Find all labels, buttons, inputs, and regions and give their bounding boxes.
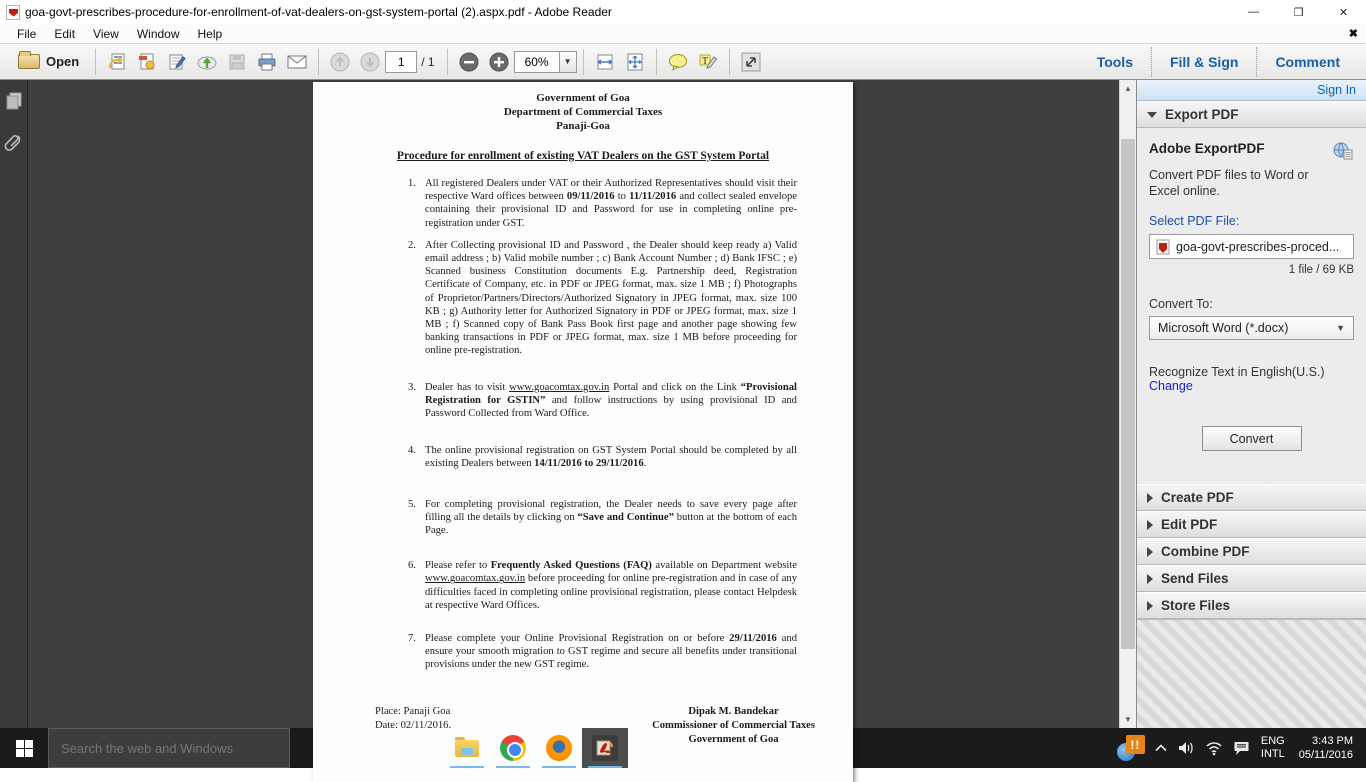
recognize-text-label: Recognize Text in English(U.S.) <box>1149 365 1325 379</box>
restore-button[interactable]: ❐ <box>1293 6 1304 19</box>
text-segment: 09/11/2016 <box>566 191 615 203</box>
tray-date: 05/11/2016 <box>1298 749 1353 761</box>
footer-date: Date: 02/11/2016. <box>375 719 452 731</box>
tray-time: 3:43 PM <box>1312 735 1353 747</box>
file-explorer-icon <box>455 740 479 757</box>
document-viewport[interactable] <box>28 80 1119 745</box>
open-folder-icon <box>18 54 40 69</box>
email-button[interactable] <box>283 48 311 76</box>
clock[interactable] <box>1291 734 1361 762</box>
attachments-icon[interactable] <box>5 132 23 154</box>
share-file-button[interactable] <box>103 48 131 76</box>
export-pdf-label: Export PDF <box>1165 107 1239 122</box>
signatory-line: Commissioner of Commercial Taxes <box>652 719 815 731</box>
volume-button[interactable] <box>1172 728 1200 768</box>
text-segment: 29/11/2016 <box>729 633 777 645</box>
highlight-icon <box>697 52 719 72</box>
reading-mode-button[interactable] <box>737 48 765 76</box>
firefox-button[interactable] <box>536 728 582 768</box>
toolbar-separator <box>95 49 96 75</box>
change-link[interactable]: Change <box>1149 379 1193 393</box>
tray-expand-button[interactable] <box>1150 728 1172 768</box>
scrollbar-thumb[interactable] <box>1121 139 1135 649</box>
fit-width-icon <box>595 52 615 72</box>
close-button[interactable]: ✕ <box>1338 6 1349 19</box>
file-explorer-button[interactable] <box>444 728 490 768</box>
item-number: 7. <box>408 633 416 645</box>
reading-mode-icon <box>740 51 762 73</box>
toolbar-separator <box>583 49 584 75</box>
panel-section-label: Edit PDF <box>1161 517 1218 532</box>
chevron-down-icon <box>1147 112 1157 118</box>
toolbar-tab-fill-sign[interactable]: Fill & Sign <box>1169 53 1239 70</box>
item-text <box>425 239 797 358</box>
tools-panel <box>1136 80 1366 728</box>
speaker-icon <box>1177 740 1195 756</box>
comment-bubble-icon <box>667 52 689 72</box>
toolbar-separator <box>447 49 448 75</box>
select-pdf-label: Select PDF File: <box>1149 214 1240 228</box>
panel-section-label: Create PDF <box>1161 490 1234 505</box>
next-page-icon <box>359 51 381 73</box>
text-segment: Please complete your Online Provisional Registration on or before <box>425 633 730 645</box>
task-view-icon <box>408 737 434 759</box>
comment-button[interactable] <box>664 48 692 76</box>
toolbar-separator <box>729 49 730 75</box>
action-center-alert[interactable] <box>1112 728 1150 768</box>
document-link[interactable]: www.goacomtax.gov.in <box>509 381 610 393</box>
chevron-right-icon <box>1147 601 1153 611</box>
chrome-icon <box>500 735 526 761</box>
text-segment: For completing provisional registration, the Dealer needs to save every page after filling all the details by clicking on <box>425 498 797 523</box>
pdf-file-icon <box>6 5 20 20</box>
zoom-out-button[interactable] <box>455 48 483 76</box>
export-description: Convert PDF files to Word or Excel online. <box>1149 168 1309 198</box>
network-button[interactable] <box>1200 728 1228 768</box>
item-number: 5. <box>408 498 416 510</box>
chevron-down-icon: ▼ <box>1336 323 1345 333</box>
scroll-down-arrow[interactable]: ▼ <box>1124 715 1132 724</box>
fit-page-icon <box>625 52 645 72</box>
menu-item-edit[interactable]: Edit <box>54 26 76 41</box>
start-button[interactable] <box>0 728 48 768</box>
sign-document-icon <box>167 52 187 72</box>
adobe-reader-icon <box>592 735 618 761</box>
text-segment: button at the bottom of each Page. <box>425 511 797 537</box>
text-segment: 11/11/2016 <box>629 191 677 203</box>
zoom-in-icon <box>488 51 510 73</box>
running-indicator <box>496 766 530 768</box>
text-segment: and follow instructions by using provisional ID and Password Collected from Ward Office. <box>425 394 797 420</box>
toolbar-separator <box>318 49 319 75</box>
chevron-right-icon <box>1147 547 1153 557</box>
menu-item-help[interactable]: Help <box>197 26 223 41</box>
panel-section-create-pdf[interactable] <box>1137 484 1366 511</box>
text-segment: The online provisional registration on GST System Portal should be completed by all existing Dealers between <box>425 445 797 470</box>
menu-item-view[interactable]: View <box>93 26 119 41</box>
convert-button[interactable]: Convert <box>1202 426 1302 451</box>
zoom-level-value[interactable]: 60% <box>514 51 560 73</box>
wifi-icon <box>1205 741 1223 756</box>
navigation-rail <box>0 80 28 728</box>
document-title: Procedure for enrollment of existing VAT Dealers on the GST System Portal <box>396 150 770 162</box>
panel-section-label: Send Files <box>1161 571 1229 586</box>
fit-width-button[interactable] <box>591 48 619 76</box>
menu-bar <box>0 24 1366 43</box>
item-text <box>425 498 797 538</box>
text-segment: and ensure your smooth migration to GST regime and secure all benefits under transitional provisions under the new GST regime. <box>425 633 797 671</box>
toolbar-tab-tools[interactable]: Tools <box>1096 53 1133 70</box>
message-icon <box>1233 740 1250 756</box>
selected-file-name: goa-govt-prescribes-proced... <box>1176 239 1340 254</box>
toolbar-tab-comment[interactable]: Comment <box>1275 53 1340 70</box>
close-document-icon[interactable]: ✖ <box>1348 28 1358 40</box>
running-indicator <box>450 766 484 768</box>
notifications-button[interactable] <box>1228 728 1255 768</box>
text-segment: “Provisional Registration for GSTIN” <box>425 381 797 406</box>
title-bar <box>0 0 1366 24</box>
next-page-button[interactable] <box>356 48 384 76</box>
pdf-file-icon <box>1156 239 1170 255</box>
document-list-item <box>408 239 797 358</box>
document-list-item <box>408 559 797 612</box>
menu-item-file[interactable]: File <box>17 26 37 41</box>
sign-in-bar <box>1137 80 1366 101</box>
previous-page-icon <box>329 51 351 73</box>
alert-badge-icon: !! <box>1117 735 1145 761</box>
chrome-button[interactable] <box>490 728 536 768</box>
export-pdf-header[interactable] <box>1137 101 1366 128</box>
create-pdf-button[interactable] <box>133 48 161 76</box>
document-list-item <box>408 444 797 470</box>
windows-logo-icon <box>16 740 33 757</box>
text-segment: Frequently Asked Questions (FAQ) <box>490 560 652 572</box>
item-number: 3. <box>408 381 416 393</box>
export-app-name: Adobe ExportPDF <box>1149 141 1265 156</box>
pdf-page <box>313 82 853 782</box>
upload-cloud-button[interactable] <box>193 48 221 76</box>
item-text <box>425 381 797 421</box>
signatory-line: Dipak M. Bandekar <box>688 705 779 717</box>
export-pdf-body <box>1137 128 1366 451</box>
fit-page-button[interactable] <box>621 48 649 76</box>
save-icon <box>227 52 247 72</box>
text-segment: Please refer to <box>425 560 491 572</box>
item-number: 6. <box>408 560 416 572</box>
selected-file-box[interactable] <box>1149 234 1354 259</box>
document-link[interactable]: www.goacomtax.gov.in <box>425 573 526 585</box>
upload-cloud-icon <box>196 52 218 72</box>
text-segment: Portal and click on the Link <box>609 381 741 393</box>
item-text <box>425 632 797 672</box>
text-segment: and collect sealed envelope containing their provisional ID and Password for use in completing online pre-registration under GST. <box>425 191 797 229</box>
text-segment: Dealer has to visit <box>425 381 510 393</box>
previous-page-button[interactable] <box>326 48 354 76</box>
scroll-up-arrow[interactable]: ▲ <box>1124 84 1132 93</box>
toolbar-separator <box>656 49 657 75</box>
sign-document-button[interactable] <box>163 48 191 76</box>
text-segment: All registered Dealers under VAT or their Authorized Representatives should visit their respective Ward offices between <box>425 178 797 203</box>
language-indicator[interactable]: ENG INTL <box>1260 735 1285 760</box>
signatory-line: Government of Goa <box>688 733 779 745</box>
chevron-right-icon <box>1147 493 1153 503</box>
chevron-up-icon <box>1155 744 1167 752</box>
toolbar <box>0 43 1366 80</box>
convert-to-label: Convert To: <box>1149 297 1213 311</box>
firefox-icon <box>546 735 572 761</box>
search-input[interactable] <box>61 741 271 756</box>
open-label: Open <box>46 54 80 69</box>
document-list-item <box>408 498 797 538</box>
text-segment: . <box>643 458 647 470</box>
vertical-scrollbar[interactable] <box>1119 80 1136 728</box>
item-text <box>425 177 797 230</box>
minimize-button[interactable]: — <box>1248 6 1259 18</box>
item-text <box>425 559 797 612</box>
print-button[interactable] <box>253 48 281 76</box>
chevron-right-icon <box>1147 574 1153 584</box>
panel-section-edit-pdf[interactable] <box>1137 511 1366 538</box>
convert-format-value: Microsoft Word (*.docx) <box>1158 321 1289 335</box>
running-indicator <box>588 766 622 768</box>
running-indicator <box>542 766 576 768</box>
item-number: 2. <box>408 239 416 251</box>
adobe-reader-button[interactable] <box>582 728 628 768</box>
document-header-line: Panaji-Goa <box>556 120 610 132</box>
page-number-input[interactable] <box>386 52 416 72</box>
document-list-item <box>408 381 797 421</box>
item-number: 4. <box>408 445 416 457</box>
zoom-out-icon <box>458 51 480 73</box>
create-pdf-icon <box>137 52 157 72</box>
save-button[interactable] <box>223 48 251 76</box>
document-header-line: Government of Goa <box>536 92 630 104</box>
text-segment: “Save and Continue” <box>577 511 674 523</box>
panel-section-label: Store Files <box>1161 598 1231 613</box>
print-icon <box>256 52 278 72</box>
export-globe-icon <box>1332 141 1354 161</box>
open-button[interactable] <box>9 48 88 76</box>
text-segment: available on Department website <box>651 560 797 572</box>
scrollbar-track[interactable] <box>1120 97 1136 711</box>
footer-place: Place: Panaji Goa <box>375 705 451 717</box>
panel-section-combine-pdf[interactable] <box>1137 538 1366 565</box>
taskbar-search[interactable] <box>48 728 290 768</box>
text-segment: 14/11/2016 to 29/11/2016 <box>534 458 644 470</box>
panel-section-label: Combine PDF <box>1161 544 1250 559</box>
convert-format-select[interactable] <box>1149 316 1354 340</box>
item-number: 1. <box>408 178 416 189</box>
task-view-button[interactable] <box>398 728 444 768</box>
chevron-right-icon <box>1147 520 1153 530</box>
signatory-block <box>652 705 815 747</box>
email-icon <box>286 52 308 72</box>
page-total-label: / 1 <box>421 54 435 69</box>
share-file-icon <box>107 52 127 72</box>
text-segment: After Collecting provisional ID and Password , the Dealer should keep ready a) Valid email address ; b) Valid mobile number ; c) Bank Account Number ; d) Bank IFSC ; e) Scanned business Constitution documents E.g. Partnership deed, Registration Certificate of Company, etc. in PDF or JPEG format, max. size 1 MB ; f) Photographs of Proprietor/Partners/Directors/Authorized Signatory in JPEG format, max. size 100 KB ; g) Authority letter for Authorized Signatory in PDF or JPEG format, max. size 1 MB ; f) Scanned copy of Bank Pass Book first page and another page showing few banking transactions in PDF or JPEG format, max. size 1 MB before proceeding for online pre-registration. <box>425 239 797 357</box>
window-title: goa-govt-prescribes-procedure-for-enrollment-of-vat-dealers-on-gst-system-portal (2).aspx.pdf - Adobe Reader <box>25 5 612 19</box>
svg-text:T: T <box>701 55 708 67</box>
document-header-line: Department of Commercial Taxes <box>503 106 663 118</box>
page-number-box <box>385 51 417 73</box>
document-list-item <box>408 632 797 672</box>
zoom-dropdown-arrow[interactable]: ▼ <box>560 51 577 73</box>
item-text <box>425 444 797 470</box>
sign-in-link[interactable]: Sign In <box>1317 83 1356 97</box>
panel-section-send-files[interactable] <box>1137 565 1366 592</box>
panel-section-store-files[interactable] <box>1137 592 1366 619</box>
zoom-in-button[interactable] <box>485 48 513 76</box>
document-list-item <box>408 177 797 230</box>
panel-empty-area <box>1137 619 1366 728</box>
file-meta: 1 file / 69 KB <box>1288 264 1354 276</box>
page-thumbnails-icon[interactable] <box>5 92 23 110</box>
menu-item-window[interactable]: Window <box>136 26 180 41</box>
text-segment: to <box>614 191 630 203</box>
highlight-button[interactable] <box>694 48 722 76</box>
text-segment: before proceeding for online pre-registration and in case of any difficulties faced in completing online provisional registration, please contact Helpdesk at respective Ward Offices. <box>425 573 797 611</box>
